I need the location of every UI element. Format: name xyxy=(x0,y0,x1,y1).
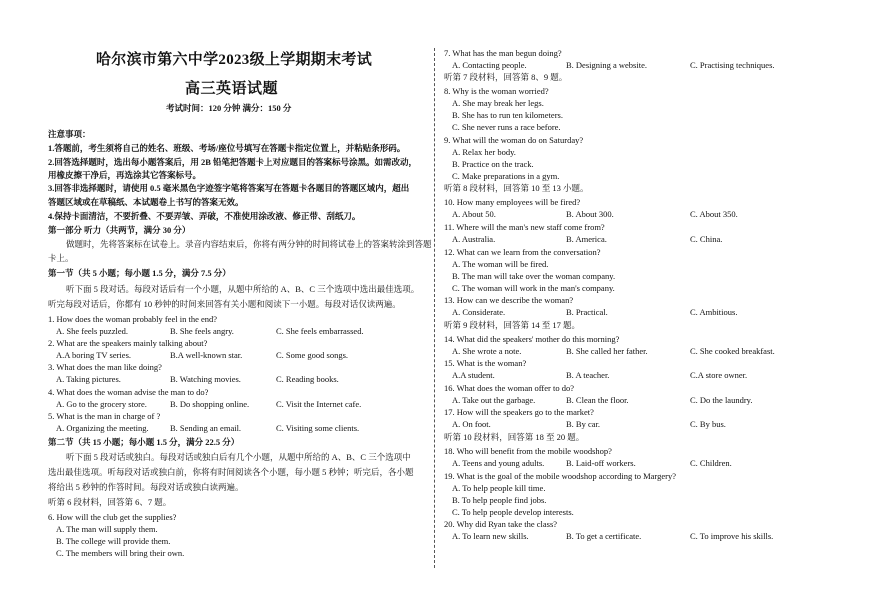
option-a: A. Relax her body. xyxy=(452,147,516,157)
option-c: C. She feels embarrassed. xyxy=(276,326,364,336)
listen-instruction: 听第 9 段材料，回答第 14 至 17 题。 xyxy=(444,320,581,330)
listen-instruction: 听第 7 段材料，回答第 8、9 题。 xyxy=(444,72,568,82)
listen-instruction: 听第 8 段材料，回答第 10 至 13 小题。 xyxy=(444,183,589,193)
option-b: B. She has to run ten kilometers. xyxy=(452,110,563,120)
option-b: B. Do shopping online. xyxy=(170,399,250,409)
section2-intro-line: 听下面 5 段对话或独白。每段对话或独白后有几个小题，从题中所给的 A、B、C 三个选项中 xyxy=(66,452,411,462)
option-c: C. Make preparations in a gym. xyxy=(452,171,560,181)
option-b: B. She feels angry. xyxy=(170,326,234,336)
question-text: 8. Why is the woman worried? xyxy=(444,86,549,96)
option-c: C. Do the laundry. xyxy=(690,395,753,405)
option-c: C. Children. xyxy=(690,458,732,468)
option-c: C. Ambitious. xyxy=(690,307,738,317)
note-line: 1.答题前，考生须将自己的姓名、班级、考场/座位号填写在答题卡指定位置上，并粘贴条形码。 xyxy=(48,143,406,153)
question-text: 2. What are the speakers mainly talking about? xyxy=(48,338,208,348)
option-a: A. Organizing the meeting. xyxy=(56,423,149,433)
note-line: 2.回答选择题时，选出每小题答案后，用 2B 铅笔把答题卡上对应题目的答案标号涂黑。如需改动， xyxy=(48,157,418,167)
note-line: 用橡皮擦干净后，再选涂其它答案标号。 xyxy=(48,170,202,180)
option-a: A.A boring TV series. xyxy=(56,350,132,360)
question-text: 13. How can we describe the woman? xyxy=(444,295,574,305)
question-text: 7. What has the man begun doing? xyxy=(444,48,562,58)
option-a: A. To learn new skills. xyxy=(452,531,529,541)
option-a: A. Contacting people. xyxy=(452,60,527,70)
question-text: 17. How will the speakers go to the market? xyxy=(444,407,594,417)
option-c: C. To help people develop interests. xyxy=(452,507,574,517)
question-text: 19. What is the goal of the mobile woodshop according to Margery? xyxy=(444,471,676,481)
option-a: A. She feels puzzled. xyxy=(56,326,128,336)
column-divider xyxy=(434,48,435,568)
question-text: 6. How will the club get the supplies? xyxy=(48,512,177,522)
option-a: A. Take out the garbage. xyxy=(452,395,536,405)
option-c: C. To improve his skills. xyxy=(690,531,774,541)
section1-intro-line: 听下面 5 段对话。每段对话后有一个小题，从题中所给的 A、B、C 三个选项中选出最佳选项。 xyxy=(66,284,420,294)
option-b: B. Clean the floor. xyxy=(566,395,629,405)
option-c: C. Reading books. xyxy=(276,374,339,384)
option-a: A. Taking pictures. xyxy=(56,374,121,384)
option-a: A. She wrote a note. xyxy=(452,346,522,356)
option-a: A. Considerate. xyxy=(452,307,506,317)
question-text: 18. Who will benefit from the mobile woodshop? xyxy=(444,446,612,456)
note-line: 答题区域或在草稿纸、本试题卷上书写的答案无效。 xyxy=(48,197,244,207)
option-c: C. Practising techniques. xyxy=(690,60,775,70)
option-c: C. China. xyxy=(690,234,723,244)
option-a: A. Go to the grocery store. xyxy=(56,399,147,409)
question-text: 3. What does the man like doing? xyxy=(48,362,162,372)
part1-heading: 第一部分 听力（共两节，满分 30 分） xyxy=(48,225,191,235)
option-b: B. About 300. xyxy=(566,209,614,219)
section2-intro-line: 将给出 5 秒钟的作答时间。每段对话或独白读两遍。 xyxy=(48,482,244,492)
option-b: B. Designing a website. xyxy=(566,60,647,70)
option-b: B. A teacher. xyxy=(566,370,610,380)
section2-intro-line: 选出最佳选项。听每段对话或独白前，你将有时间阅读各个小题，每小题 5 秒钟；听完后，各小题 xyxy=(48,467,414,477)
note-line: 4.保持卡面清洁，不要折叠、不要弄皱、弄破，不准使用涂改液、修正带、刮纸刀。 xyxy=(48,211,361,221)
option-b: B. Practice on the track. xyxy=(452,159,534,169)
question-text: 14. What did the speakers' mother do this morning? xyxy=(444,334,620,344)
option-a: A. About 50. xyxy=(452,209,496,219)
exam-subtitle: 高三英语试题 xyxy=(185,81,279,97)
option-b: B. To get a certificate. xyxy=(566,531,642,541)
question-text: 12. What can we learn from the conversation? xyxy=(444,247,601,257)
option-a: A. The woman will be fired. xyxy=(452,259,549,269)
option-b: B. By car. xyxy=(566,419,600,429)
note-line: 3.回答非选择题时，请使用 0.5 毫米黑色字迹签字笔将答案写在答题卡各题目的答题区域内，超出 xyxy=(48,183,410,193)
option-a: A. To help people kill time. xyxy=(452,483,546,493)
question-text: 11. Where will the man's new staff come from? xyxy=(444,222,605,232)
option-a: A. The man will supply them. xyxy=(56,524,158,534)
listen-instruction: 听第 10 段材料，回答第 18 至 20 题。 xyxy=(444,432,585,442)
option-c: C.A store owner. xyxy=(690,370,748,380)
question-text: 16. What does the woman offer to do? xyxy=(444,383,574,393)
option-c: C. About 350. xyxy=(690,209,738,219)
part1-intro-line: 卡上。 xyxy=(48,253,74,263)
notes-heading: 注意事项： xyxy=(48,129,91,139)
option-c: C. Visit the Internet cafe. xyxy=(276,399,362,409)
option-c: C. She never runs a race before. xyxy=(452,122,561,132)
question-text: 20. Why did Ryan take the class? xyxy=(444,519,558,529)
question-text: 1. How does the woman probably feel in the end? xyxy=(48,314,218,324)
option-a: A. Australia. xyxy=(452,234,496,244)
option-b: B. Laid-off workers. xyxy=(566,458,636,468)
option-b: B. The college will provide them. xyxy=(56,536,171,546)
question-text: 4. What does the woman advise the man to do? xyxy=(48,387,209,397)
option-b: B. America. xyxy=(566,234,607,244)
section2-heading: 第二节（共 15 小题；每小题 1.5 分，满分 22.5 分） xyxy=(48,437,240,447)
option-c: C. The woman will work in the man's company. xyxy=(452,283,615,293)
option-a: A.A student. xyxy=(452,370,495,380)
listen-instruction: 听第 6 段材料，回答第 6、7 题。 xyxy=(48,497,172,507)
question-text: 10. How many employees will be fired? xyxy=(444,197,581,207)
section1-heading: 第一节（共 5 小题；每小题 1.5 分，满分 7.5 分） xyxy=(48,268,231,278)
option-b: B. To help people find jobs. xyxy=(452,495,547,505)
option-a: A. She may break her legs. xyxy=(452,98,544,108)
option-b: B. Sending an email. xyxy=(170,423,242,433)
question-text: 5. What is the man in charge of ? xyxy=(48,411,161,421)
exam-info: 考试时间：120 分钟 满分：150 分 xyxy=(166,103,292,113)
question-text: 9. What will the woman do on Saturday? xyxy=(444,135,584,145)
part1-intro-line: 做题时，先将答案标在试卷上。录音内容结束后，你将有两分钟的时间将试卷上的答案转涂到答题 xyxy=(66,239,432,249)
option-c: C. Some good songs. xyxy=(276,350,349,360)
option-a: A. On foot. xyxy=(452,419,491,429)
option-c: C. Visiting some clients. xyxy=(276,423,360,433)
option-b: B. She called her father. xyxy=(566,346,648,356)
option-c: C. She cooked breakfast. xyxy=(690,346,775,356)
option-b: B. Watching movies. xyxy=(170,374,241,384)
section1-intro-line: 听完每段对话后，你都有 10 秒钟的时间来回答有关小题和阅读下一小题。每段对话仅读两遍。 xyxy=(48,299,401,309)
option-b: B. Practical. xyxy=(566,307,608,317)
exam-title: 哈尔滨市第六中学2023级上学期期末考试 xyxy=(96,52,373,68)
option-c: C. The members will bring their own. xyxy=(56,548,185,558)
option-a: A. Teens and young adults. xyxy=(452,458,545,468)
option-c: C. By bus. xyxy=(690,419,726,429)
option-b: B.A well-known star. xyxy=(170,350,243,360)
option-b: B. The man will take over the woman company. xyxy=(452,271,616,281)
question-text: 15. What is the woman? xyxy=(444,358,527,368)
